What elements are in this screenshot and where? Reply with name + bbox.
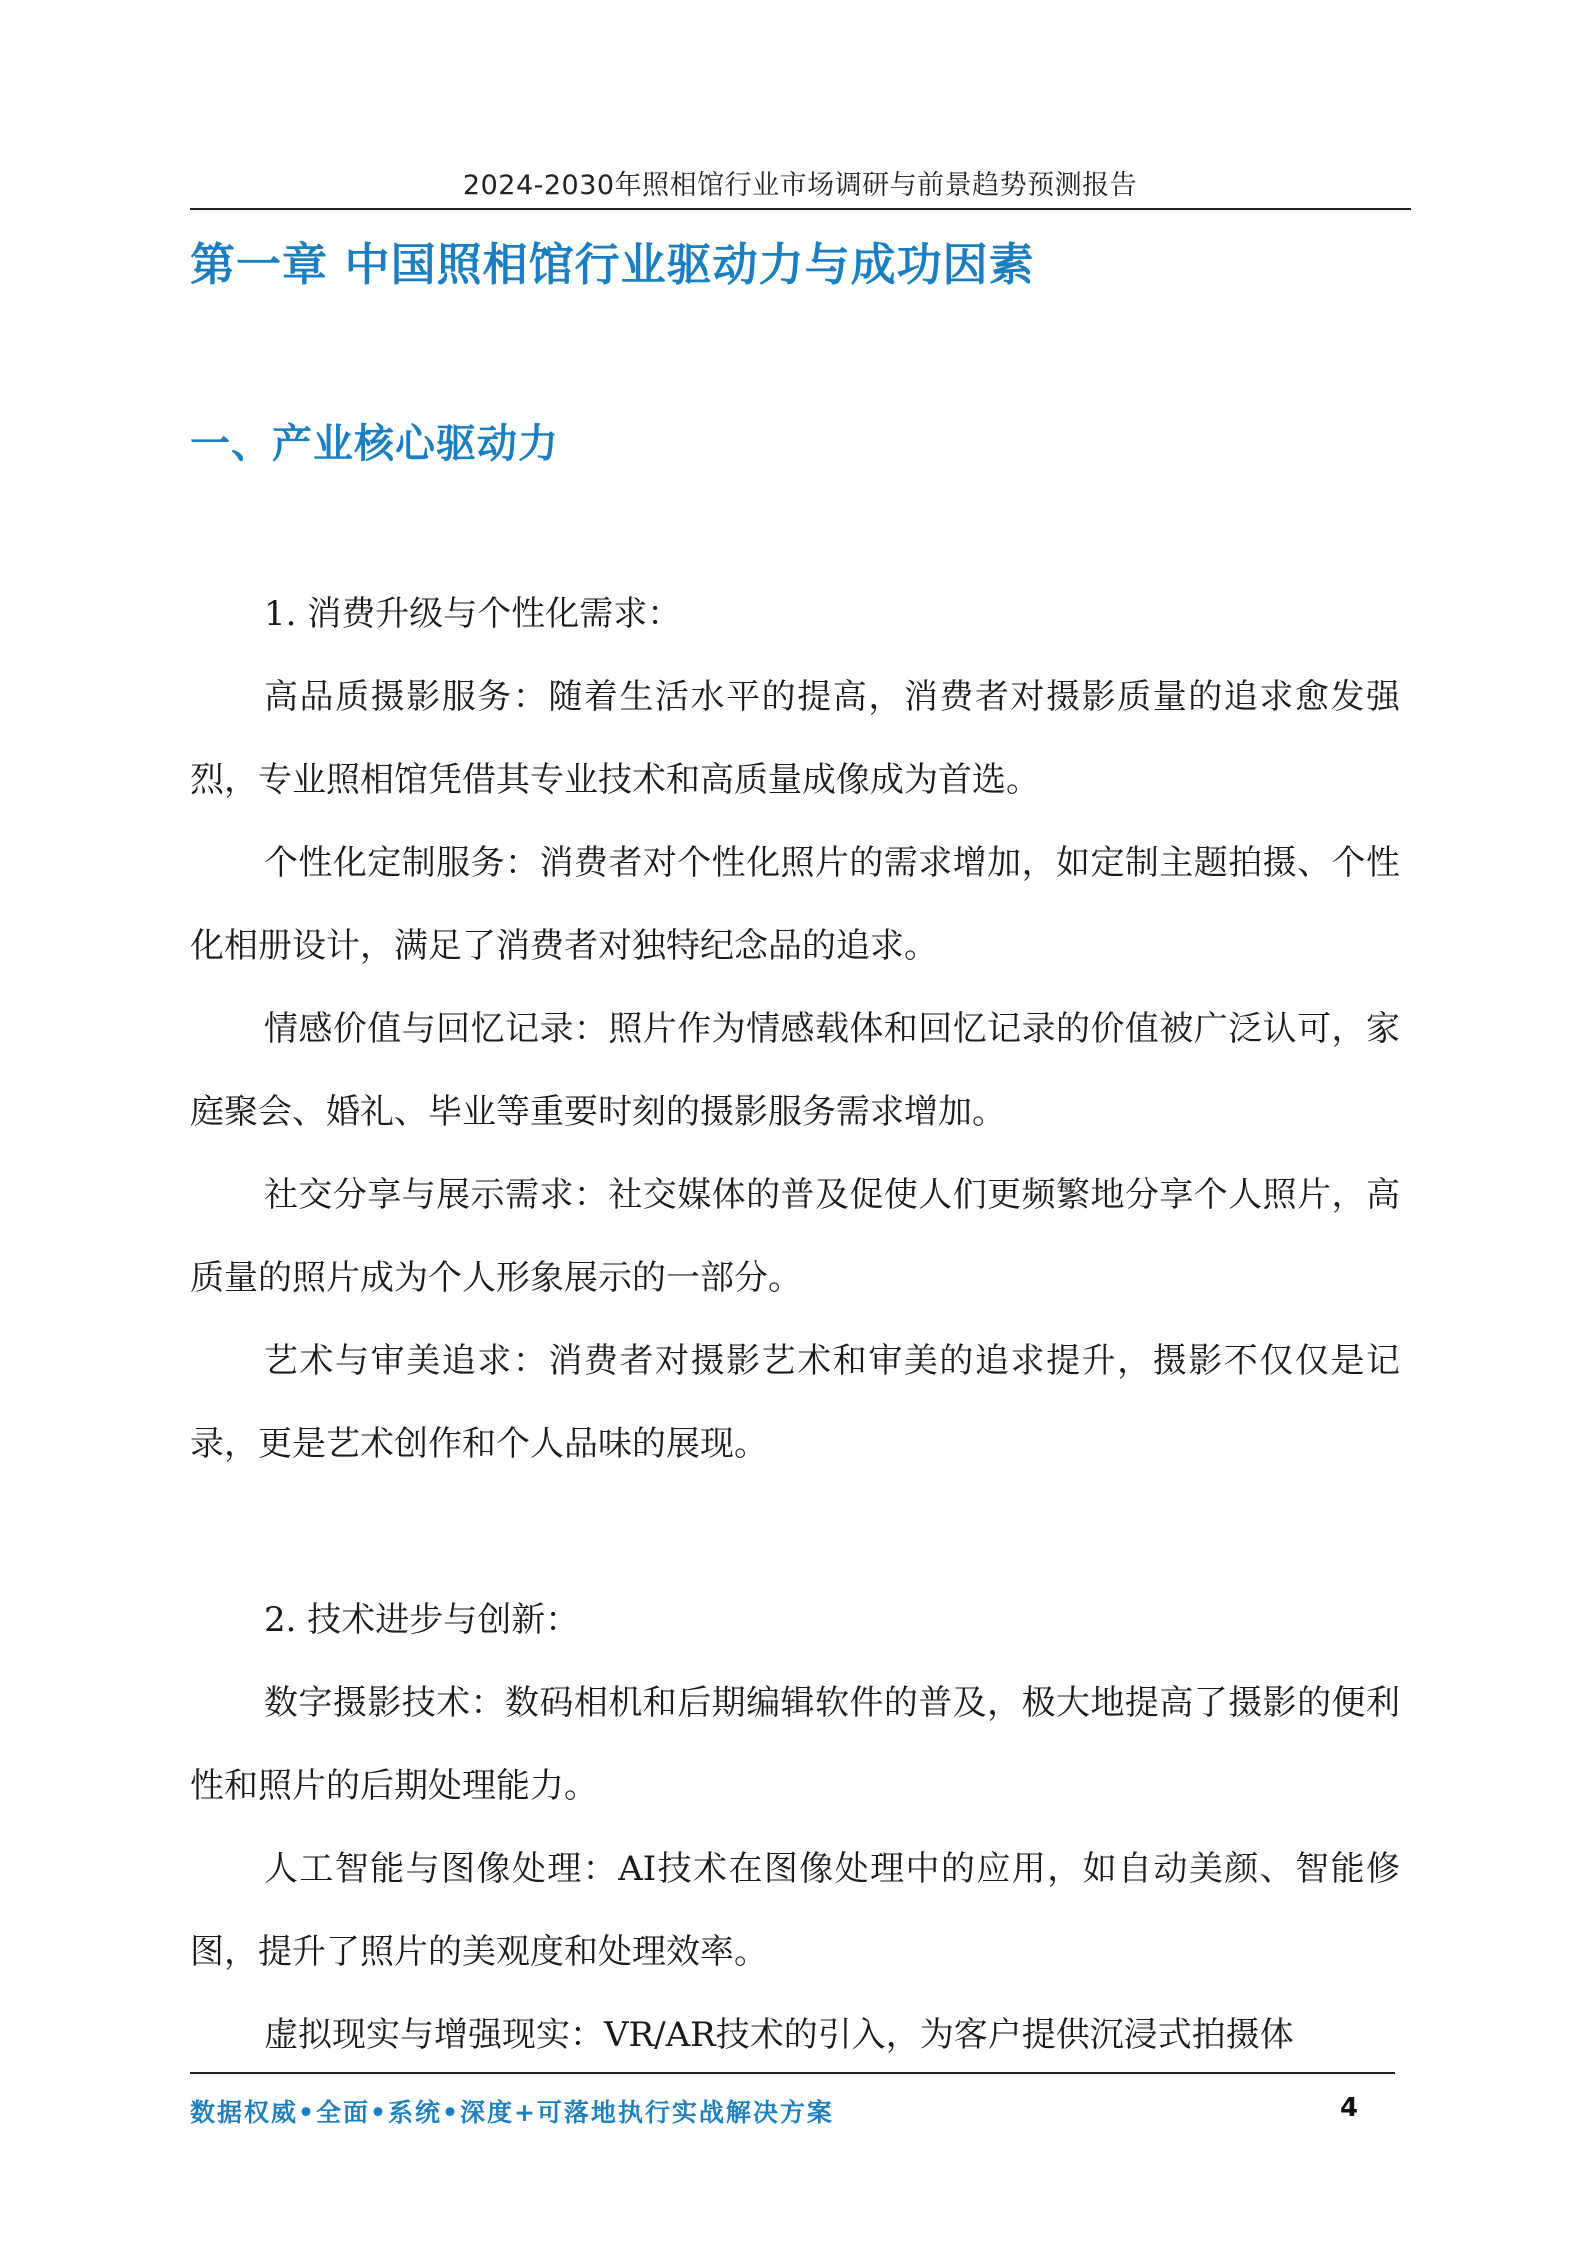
chapter-title: 第一章 中国照相馆行业驱动力与成功因素 [190,238,1035,291]
paragraph: 艺术与审美追求：消费者对摄影艺术和审美的追求提升，摄影不仅仅是记录，更是艺术创作和个人品味的展现。 [190,1341,1400,1464]
paragraph: 数字摄影技术：数码相机和后期编辑软件的普及，极大地提高了摄影的便利性和照片的后期处理能力。 [190,1683,1400,1806]
content-group-technology [190,1579,1400,2077]
paragraph: 情感价值与回忆记录：照片作为情感载体和回忆记录的价值被广泛认可，家庭聚会、婚礼、毕业等重要时刻的摄影服务需求增加。 [190,1009,1400,1132]
footer-slogan: 数据权威•全面•系统•深度+可落地执行实战解决方案 [190,2098,834,2127]
running-header-title: 2024-2030年照相馆行业市场调研与前景趋势预测报告 [462,170,1138,201]
paragraph: 个性化定制服务：消费者对个性化照片的需求增加，如定制主题拍摄、个性化相册设计，满足了消费者对独特纪念品的追求。 [190,843,1400,966]
group-heading: 1. 消费升级与个性化需求： [264,594,682,634]
header-divider [190,208,1411,210]
footer-divider [190,2072,1395,2074]
paragraph: 人工智能与图像处理：AI技术在图像处理中的应用，如自动美颜、智能修图，提升了照片的美观度和处理效率。 [190,1849,1400,1972]
paragraph: 虚拟现实与增强现实：VR/AR技术的引入，为客户提供沉浸式拍摄体 [264,2015,1294,2055]
paragraph: 社交分享与展示需求：社交媒体的普及促使人们更频繁地分享个人照片，高质量的照片成为个人形象展示的一部分。 [190,1175,1400,1298]
paragraph: 高品质摄影服务：随着生活水平的提高，消费者对摄影质量的追求愈发强烈，专业照相馆凭借其专业技术和高质量成像成为首选。 [190,677,1400,800]
section-title: 一、产业核心驱动力 [190,421,559,467]
page-number: 4 [1340,2093,1359,2123]
group-heading: 2. 技术进步与创新： [264,1600,580,1640]
content-group-consumption [190,573,1400,1486]
